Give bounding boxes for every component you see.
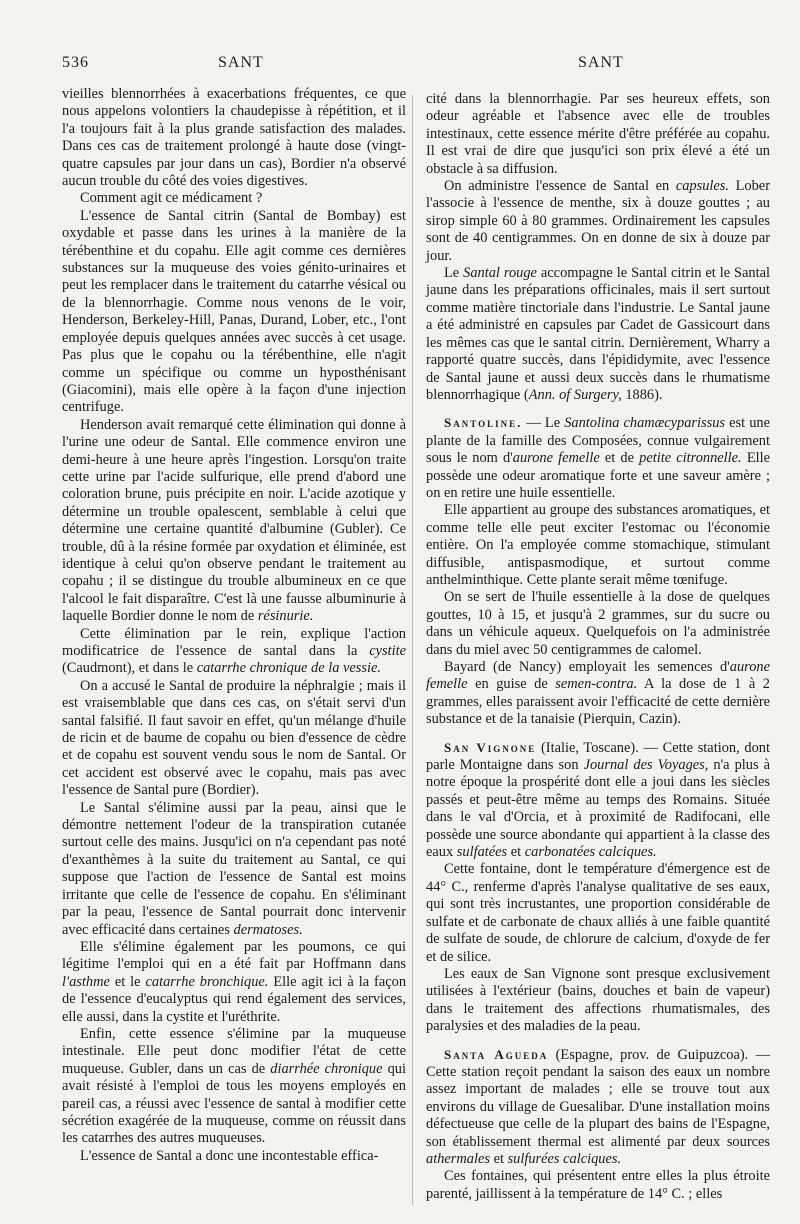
paragraph: Elle s'élimine également par les poumons, ce qui légitime l'emploi qui en a été fait par Hoffmann dans l'asthme et le catarrhe bronchique. Elle agit ici à la façon de l'essence d'eucalyptus qui rend également des services, elle aussi, dans la cystite et l'uréthrite. bbox=[62, 938, 407, 1025]
paragraph: L'essence de Santal a donc une incontestable effica- bbox=[80, 1147, 379, 1164]
paragraph: On administre l'essence de Santal en capsules. Lober l'associe à l'essence de menthe, six à douze gouttes ; au sirop simple 60 à 80 grammes. Ordinairement les capsules sont de 40 centigrammes. On en donne de six à douze par jour. bbox=[426, 178, 770, 264]
paragraph: Cette fontaine, dont le température d'émergence est de 44° C., renferme d'après l'analyse qualitative de ses eaux, qui sont très incrustantes, une proportion considérable de sulfate et de carbonate de chaux alliés à une faible quantité de sulfate de soude, de chlorure de calcium, d'oxyde de fer et de silice. bbox=[426, 861, 770, 965]
paragraph: Ces fontaines, qui présentent entre elles la plus étroite parenté, jaillissent à la température de 14° C. ; elles bbox=[426, 1168, 770, 1202]
paragraph: Bayard (de Nancy) employait les semences d'aurone femelle en guise de semen-contra. A la dose de 1 à 2 grammes, elles paraissent avoir l'efficacité de cette dernière substance et de la tanaisie (Pierquin, Cazin). bbox=[426, 659, 770, 728]
column-divider bbox=[412, 95, 413, 1205]
left-column bbox=[62, 86, 406, 1165]
paragraph: Enfin, cette essence s'élimine par la muqueuse intestinale. Elle peut donc modifier l'état de cette muqueuse. Gubler, dans un cas de diarrhée chronique qui avait résisté à l'emploi de tous les moyens employés en pareil cas, a réussi avec l'essence de santal à modifier cette sécrétion exagérée de la muqueuse, comme on réussit dans les catarrhes des autres muqueuses. bbox=[62, 1025, 406, 1147]
paragraph: On se sert de l'huile essentielle à la dose de quelques gouttes, 10 à 15, et jusqu'à 2 grammes, sur du sucre ou dans un véhicule aqueux. Quelquefois on l'a administrée dans du miel avec 50 centigrammes de calomel. bbox=[426, 589, 770, 658]
paragraph: Le Santal rouge accompagne le Santal citrin et le Santal jaune dans les préparations officinales, mais il sert surtout comme matière tinctoriale dans l'industrie. Le Santal jaune a été administré en capsules par Cadet de Gassicourt dans les mêmes cas que le santal citrin. Dernièrement, Wharry a rapporté quatre succès, dans l'épididymite, avec l'essence de Santal jaune et aussi deux succès dans le rhumatisme blennorrhagique (Ann. of Surgery, 1886). bbox=[426, 265, 771, 403]
entry-title: Santoline. bbox=[444, 415, 523, 431]
paragraph: cité dans la blennorrhagie. Par ses heureux effets, son odeur agréable et l'absence avec elle de troubles intestinaux, cette essence mérite d'être préférée au copahu. Il est vrai de dire que jusqu'ici son prix élevé a été un obstacle à sa diffusion. bbox=[426, 91, 770, 177]
paragraph: Les eaux de San Vignone sont presque exclusivement utilisées à l'extérieur (bains, douches et bain de vapeur) dans le traitement des affections rhumatismales, des paralysies et des maladies de la peau. bbox=[426, 965, 770, 1035]
paragraph: Henderson avait remarqué cette élimination qui donne à l'urine une odeur de Santal. Elle commence environ une demi-heure à une heure après l'ingestion. Lorsqu'on traite cette urine par l'acide sulfurique, elle prend d'abord une coloration brune, puis précipite en noir. L'acide azotique y détermine un trouble opalescent, semblable à celui que détermine une certaine quantité d'albumine (Gubler). Ce trouble, dû à la résine formée par oxydation et éliminée, est identique à celui qu'on observe pendant le traitement au copahu ; il se distingue du trouble albumineux en ce que l'alcool le fait disparaître. C'est là une fausse albuminurie à laquelle Bordier donne le nom de résinurie. bbox=[62, 416, 406, 625]
running-head-right: SANT bbox=[578, 54, 624, 71]
paragraph: vieilles blennorrhées à exacerbations fréquentes, ce que nous appelons volontiers la chaudepisse à répétition, et il l'a toujours fait à la plus grande satisfaction des malades. Dans ces cas de traitement prolongé à haute dose (vingt-quatre capsules par jour dans un cas), Bordier n'a observé aucun trouble du côté des voies digestives. bbox=[62, 86, 406, 190]
page-number: 536 bbox=[62, 54, 89, 71]
paragraph: L'essence de Santal citrin (Santal de Bombay) est oxydable et passe dans les urines à la manière de la térébenthine et du copahu. Elle agit comme ces dernières substances sur la muqueuse des voies génito-urinaires et peut les remplacer dans le traitement du catarrhe vésical ou de la blennorrhagie. Comme nous venons de le voir, Henderson, Berkeley-Hill, Panas, Durand, Lober, etc., l'ont employée depuis quelques années avec succès à cet usage. Pas plus que le copahu ou la térébenthine, elle n'agit comme un spécifique ou comme un hyposthénisant (Giacomini), mais elle opère à la façon d'une injection centrifuge. bbox=[62, 207, 406, 416]
entry-santa-agueda: Santa Agueda (Espagne, prov. de Guipuzcoa). — Cette station reçoit pendant la saison des eaux un nombre assez important de malades ; elle se trouve tout aux environs du village de Guesalibar. D'une installation moins défectueuse que celle de la plupart des bains de l'Espagne, son établissement thermal est alimenté par deux sources athermales et sulfurées calciques. bbox=[426, 1046, 770, 1167]
right-column bbox=[426, 91, 770, 1203]
running-head-left: SANT bbox=[218, 54, 264, 71]
entry-san-vignone: San Vignone (Italie, Toscane). — Cette station, dont parle Montaigne dans son Journal des Voyages, n'a plus à notre époque la prospérité dont elle a joui dans les siècles passés et peut-être même au temps des Romains. Située dans le val d'Orcia, et à proximité de Radifocani, elle possède une source abondante qui appartient à la classe des eaux sulfatées et carbonatées calciques. bbox=[426, 739, 770, 861]
paragraph: Comment agit ce médicament ? bbox=[80, 190, 263, 207]
entry-title: Santa Agueda bbox=[444, 1046, 549, 1062]
entry-santoline: Santoline. — Le Santolina chamæcyparissus est une plante de la famille des Composées, connue vulgairement sous le nom d'aurone femelle et de petite citronnelle. Elle possède une odeur aromatique forte et une saveur amère ; on en retire une huile essentielle. bbox=[426, 415, 770, 501]
entry-title: San Vignone bbox=[444, 739, 537, 755]
paragraph: Elle appartient au groupe des substances aromatiques, et comme telle elle peut exciter l'estomac ou l'économie entière. On l'a employée comme stomachique, stimulant diffusible, antispasmodique, et surtout comme anthelminthique. Cette plante serait même tœnifuge. bbox=[426, 502, 770, 588]
paragraph: Cette élimination par le rein, explique l'action modificatrice de l'essence de santal dans la cystite (Caudmont), et dans le catarrhe chronique de la vessie. bbox=[62, 625, 407, 677]
paragraph: Le Santal s'élimine aussi par la peau, ainsi que le démontre nettement l'odeur de la transpiration cutanée surtout celle des mains. Jusqu'ici on n'a cependant pas noté d'exanthèmes à la suite du traitement au Santal, ce qui suppose que l'action de l'essence de Santal est moins irritante que celle de l'essence de copahu. En s'éliminant par la peau, l'essence de Santal pourrait donc intervenir avec efficacité dans certaines dermatoses. bbox=[62, 799, 406, 938]
paragraph: On a accusé le Santal de produire la néphralgie ; mais il est vraisemblable que dans ces cas, on s'était servi d'un santal falsifié. Il faut savoir en effet, qu'un mélange d'huile de ricin et de baume de copahu ou bien d'essence de cèdre et de copahu est souvent vendu sous le nom de Santal. Or cet accident est observé avec le copahu, mais pas avec l'essence de Santal pure (Bordier). bbox=[62, 677, 406, 799]
